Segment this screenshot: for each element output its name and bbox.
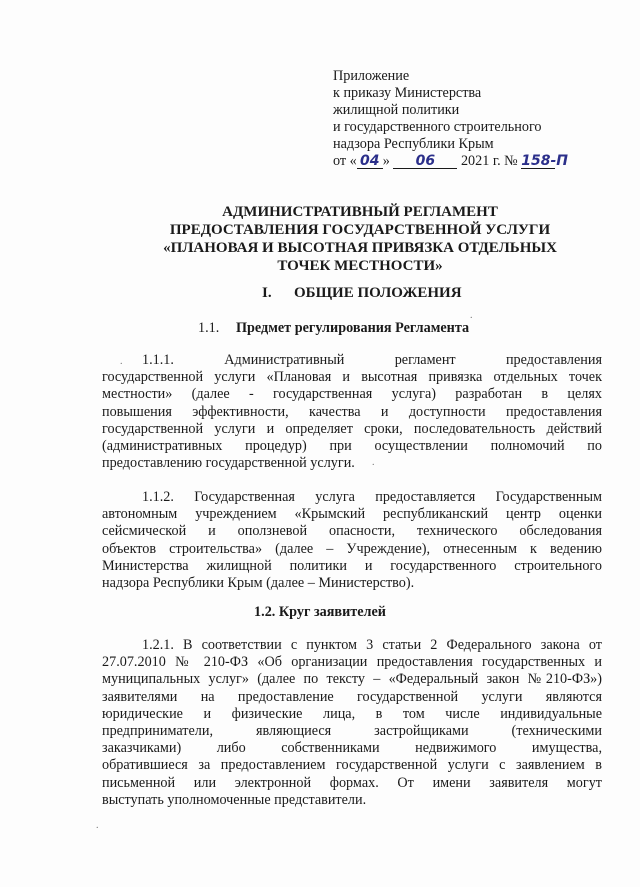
scan-speck: .: [120, 356, 123, 367]
handwritten-month: 06: [393, 154, 457, 169]
subsection-heading: [198, 320, 469, 337]
subsection-title: Предмет регулирования Регламента: [236, 320, 470, 336]
title-line: АДМИНИСТРАТИВНЫЙ РЕГЛАМЕНТ: [222, 204, 498, 220]
paragraph-line: Министерства жилищной политики и государственного строительного: [102, 557, 602, 574]
appendix-line: Приложение: [333, 68, 410, 84]
paragraph-line: объектов строительства» (далее – Учреждение), отнесенным к ведению: [102, 540, 602, 557]
date-mid: »: [382, 153, 390, 169]
paragraph-line: 1.1.2. Государственная услуга предоставляется Государственным: [142, 489, 602, 505]
paragraph-line: автономным учреждением «Крымский республиканский центр оценки: [102, 506, 602, 523]
scan-speck: .: [372, 457, 375, 468]
paragraph-line: обратившиеся за предоставлением государственной услуги с заявлением в: [102, 757, 602, 774]
paragraph-line: заказчиками) либо собственниками недвижимого имущества,: [102, 740, 602, 757]
section-heading: [262, 285, 462, 302]
handwritten-day: 04: [357, 154, 383, 169]
appendix-line: к приказу Министерства: [333, 85, 482, 101]
paragraph-line: повышения эффективности, качества и доступности предоставления: [102, 403, 602, 420]
date-year: 2021 г. №: [460, 153, 518, 169]
paragraph-line: государственной услуги «Плановая и высотная привязка отдельных точек: [102, 369, 602, 386]
section-number: I.: [262, 285, 272, 301]
subsection-number: 1.1.: [198, 320, 220, 336]
paragraph-line: муниципальных услуг» (далее по тексту – «Федеральный закон №210-ФЗ»): [102, 671, 602, 688]
appendix-line: жилищной политики: [333, 102, 460, 118]
paragraph-line: 27.07.2010 № 210-ФЗ «Об организации предоставления государственных и: [102, 654, 602, 671]
title-line: ПРЕДОСТАВЛЕНИЯ ГОСУДАРСТВЕННОЙ УСЛУГИ: [169, 222, 551, 238]
title-line: «ПЛАНОВАЯ И ВЫСОТНАЯ ПРИВЯЗКА ОТДЕЛЬНЫХ: [163, 240, 557, 256]
paragraph-line: надзора Республики Крым (далее – Министерство).: [102, 575, 415, 592]
appendix-line: и государственного строительного: [333, 119, 542, 135]
paragraph-line: (административных процедур) при осуществлении полномочий по: [102, 438, 602, 455]
paragraph-line: предоставлению государственной услуги.: [102, 455, 355, 472]
date-prefix: от «: [333, 153, 357, 169]
scan-speck: .: [470, 310, 473, 321]
appendix-line: надзора Республики Крым: [333, 136, 494, 152]
subsection-heading-1-2: 1.2. Круг заявителей: [254, 604, 386, 620]
paragraph-1-1-2: [102, 489, 602, 592]
paragraph-line: местности» (далее - государственная услуга) разработан в целях: [102, 386, 602, 403]
paragraph-line: письменной или электронной формах. От имени заявителя могут: [102, 774, 602, 791]
appendix-block: [333, 68, 569, 170]
paragraph-line: заявителями на предоставление государственной услуги являются: [102, 688, 602, 705]
handwritten-order-number: 158-П: [521, 153, 569, 169]
scan-speck: .: [96, 820, 99, 831]
paragraph-line: 1.1.1. Административный регламент предоставления: [142, 352, 602, 368]
title-line: ТОЧЕК МЕСТНОСТИ»: [277, 258, 443, 274]
paragraph-line: 1.2.1. В соответствии с пунктом 3 статьи 2 Федерального закона от: [142, 637, 602, 653]
paragraph-line: выступать уполномоченные представители.: [102, 791, 367, 808]
section-title: ОБЩИЕ ПОЛОЖЕНИЯ: [294, 285, 462, 301]
paragraph-1-2-1: [102, 637, 602, 809]
document-title: [100, 203, 620, 275]
paragraph-1-1-1: [102, 352, 602, 472]
paragraph-line: государственной услуги и определяет сроки, последовательность действий: [102, 420, 602, 437]
order-date-line: [333, 153, 569, 170]
paragraph-line: сейсмической и оползневой опасности, технического обследования: [102, 523, 602, 540]
paragraph-line: юридические и физические лица, в том числе индивидуальные: [102, 705, 602, 722]
paragraph-line: предприниматели, являющиеся застройщиками (техническими: [102, 723, 602, 740]
